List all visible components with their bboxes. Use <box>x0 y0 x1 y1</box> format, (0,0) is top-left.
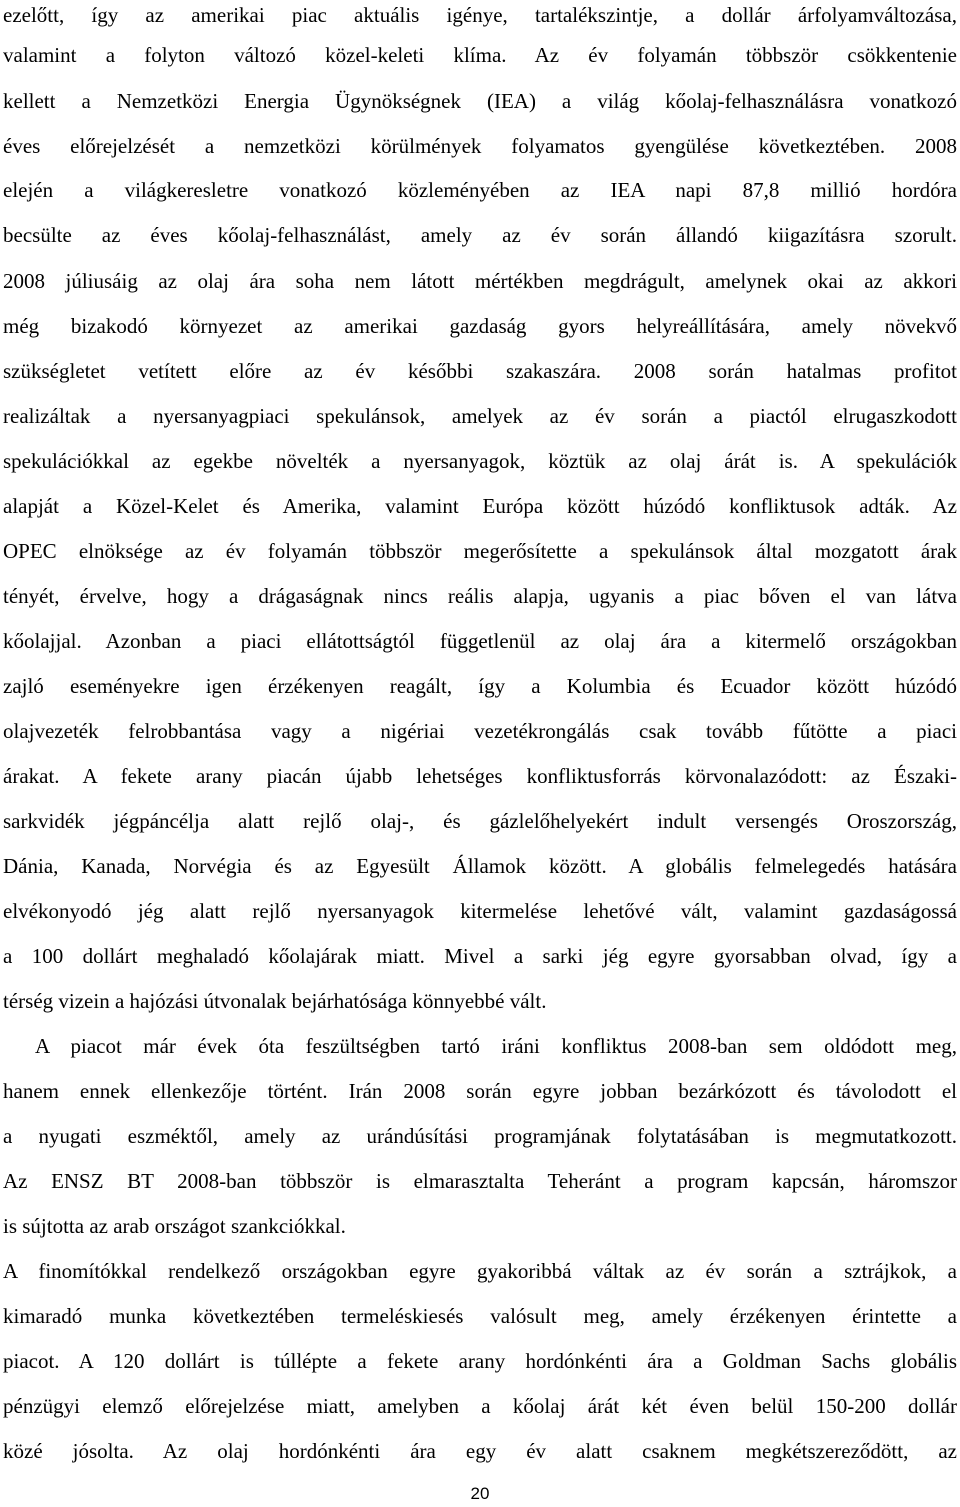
text-line: a nyugati eszméktől, amely az urándúsítási programjának folytatásában is megmutatkozott. <box>3 1124 957 1148</box>
text-line: árakat. A fekete arany piacán újabb lehetséges konfliktusforrás körvonalazódott: az Északi- <box>3 764 957 788</box>
text-line: spekulációkkal az egekbe növelték a nyersanyagok, köztük az olaj árát is. A spekulációk <box>3 449 957 473</box>
text-line: kimaradó munka következtében termeléskiesés valósult meg, amely érzékenyen érintette a <box>3 1304 957 1328</box>
text-line: még bizakodó környezet az amerikai gazdaság gyors helyreállítására, amely növekvő <box>3 314 957 338</box>
text-line: ezelőtt, így az amerikai piac aktuális igénye, tartalékszintje, a dollár árfolyamváltozása, <box>3 3 957 27</box>
text-line: pénzügyi elemző előrejelzése miatt, amelyben a kőolaj árát két éven belül 150-200 dollár <box>3 1394 957 1418</box>
text-line: a 100 dollárt meghaladó kőolajárak miatt. Mivel a sarki jég egyre gyorsabban olvad, így a <box>3 944 957 968</box>
text-line: tényét, érvelve, hogy a drágaságnak nincs reális alapja, ugyanis a piac bőven el van látva <box>3 584 957 608</box>
text-line: realizáltak a nyersanyagpiaci spekulánsok, amelyek az év során a piactól elrugaszkodott <box>3 404 957 428</box>
text-line: Az ENSZ BT 2008-ban többször is elmarasztalta Teheránt a program kapcsán, háromszor <box>3 1169 957 1193</box>
text-line: éves előrejelzését a nemzetközi körülmények folyamatos gyengülése következtében. 2008 <box>3 134 957 158</box>
text-line: sarkvidék jégpáncélja alatt rejlő olaj-, és gázlelőhelyekért indult versengés Oroszország, <box>3 809 957 833</box>
text-line: hanem ennek ellenkezője történt. Irán 2008 során egyre jobban bezárkózott és távolodott el <box>3 1079 957 1103</box>
text-line: szükségletet vetített előre az év későbbi szakaszára. 2008 során hatalmas profitot <box>3 359 957 383</box>
text-line: elvékonyodó jég alatt rejlő nyersanyagok kitermelése lehetővé vált, valamint gazdaságossá <box>3 899 957 923</box>
text-line: közé jósolta. Az olaj hordónkénti ára egy év alatt csaknem megkétszereződött, az <box>3 1439 957 1463</box>
text-line: valamint a folyton változó közel-keleti klíma. Az év folyamán többször csökkentenie <box>3 43 957 67</box>
text-line: térség vizein a hajózási útvonalak bejárhatósága könnyebbé vált. <box>3 989 547 1013</box>
text-line: OPEC elnöksége az év folyamán többször megerősítette a spekulánsok által mozgatott árak <box>3 539 957 563</box>
text-line: elején a világkeresletre vonatkozó közleményében az IEA napi 87,8 millió hordóra <box>3 178 957 202</box>
text-line: 2008 júliusáig az olaj ára soha nem látott mértékben megdrágult, amelynek okai az akkori <box>3 269 957 293</box>
page-number: 20 <box>470 1484 490 1503</box>
text-line: kőolajjal. Azonban a piaci ellátottságtól függetlenül az olaj ára a kitermelő országokban <box>3 629 957 653</box>
text-line: olajvezeték felrobbantása vagy a nigériai vezetékrongálás csak tovább fűtötte a piaci <box>3 719 957 743</box>
text-line: Dánia, Kanada, Norvégia és az Egyesült Államok között. A globális felmelegedés hatására <box>3 854 957 878</box>
text-line: alapját a Közel-Kelet és Amerika, valamint Európa között húzódó konfliktusok adták. Az <box>3 494 957 518</box>
text-line: A piacot már évek óta feszültségben tartó iráni konfliktus 2008-ban sem oldódott meg, <box>35 1034 957 1058</box>
text-line: becsülte az éves kőolaj-felhasználást, amely az év során állandó kiigazításra szorult. <box>3 223 957 247</box>
text-line: A finomítókkal rendelkező országokban egyre gyakoribbá váltak az év során a sztrájkok, a <box>3 1259 957 1283</box>
text-line: is sújtotta az arab országot szankciókkal. <box>3 1214 346 1238</box>
text-line: zajló eseményekre igen érzékenyen reagált, így a Kolumbia és Ecuador között húzódó <box>3 674 957 698</box>
text-line: kellett a Nemzetközi Energia Ügynökségnek (IEA) a világ kőolaj-felhasználásra vonatkozó <box>3 89 957 113</box>
text-line: piacot. A 120 dollárt is túllépte a fekete arany hordónkénti ára a Goldman Sachs globális <box>3 1349 957 1373</box>
